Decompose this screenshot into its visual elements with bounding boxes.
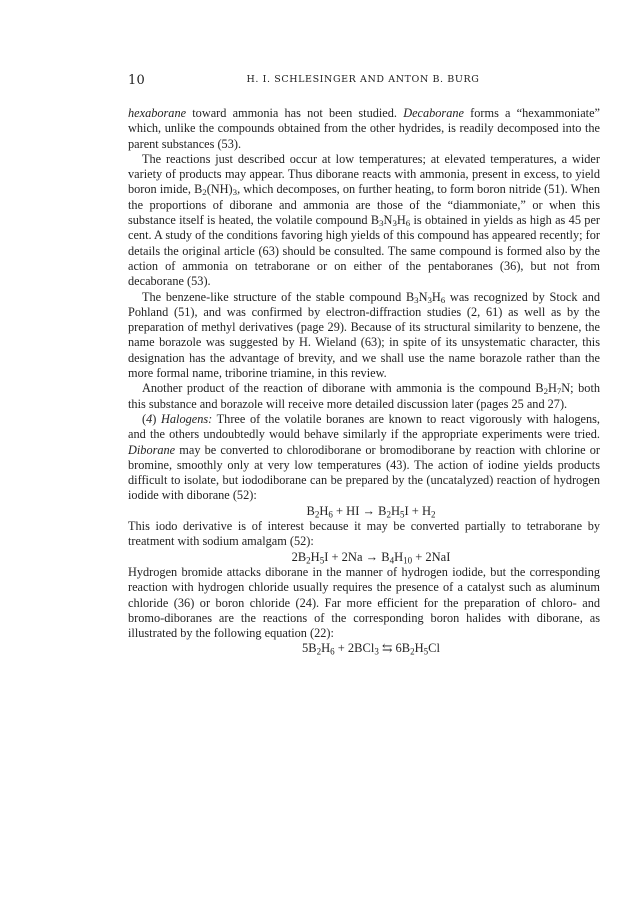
text-run: , which decomposes, on further heating, to form boron nitride (51). When the proportions of diborane and ammonia are those of the “diammoniate,” or when this substance itself is heated, the volatile compound B <box>128 182 600 228</box>
italic-term: Decaborane <box>403 106 464 120</box>
subscript: 2 <box>202 187 207 198</box>
text-run: Three of the volatile boranes are known to react vigorously with halogens, and the others undoubtedly would behave similarly if the appropriate experiments were tried. <box>128 411 600 442</box>
text-run: The reactions just described occur at low temperatures; at elevated temperatures, a wider variety of products may appear. Thus diborane reacts with ammonia, present in excess, to yield boron imide, B <box>128 151 600 197</box>
text-run: H <box>396 213 406 228</box>
paragraph-6 <box>128 519 600 550</box>
subscript: 3 <box>392 218 397 229</box>
text-run: Hydrogen bromide attacks diborane in the manner of hydrogen iodide, but the corresponding reaction with hydrogen chloride usually requires the presence of a catalyst such as aluminum chloride (36) or boron chloride (24). Far more efficient for the preparation of chloro- and bromo-diboranes are the reactions of the corresponding boron halides with diborane, as illustrated by the following equation (22): <box>128 564 600 641</box>
text-run: toward ammonia has not been studied. <box>186 106 404 120</box>
text-run: H <box>547 381 557 396</box>
text-run: Another product of the reaction of diborane with ammonia is the compound B <box>142 381 544 396</box>
text-run: This iodo derivative is of interest because it may be converted partially to tetraborane by treatment with sodium amalgam (52): <box>128 519 600 549</box>
text-run: ( <box>142 411 147 426</box>
subscript: 3 <box>232 187 238 198</box>
equation-1: $B_2H_6$ + HI → $B_2H_5I + H_2$ <box>306 503 436 519</box>
text-run: The benzene-like structure of the stable compound B <box>142 289 415 304</box>
subscript: 6 <box>440 294 446 305</box>
subscript: 6 <box>405 218 411 229</box>
paragraph-3 <box>128 290 600 382</box>
running-head: H. I. SCHLESINGER AND ANTON B. BURG <box>246 74 480 85</box>
page-header <box>128 73 598 89</box>
subscript: 3 <box>414 294 419 305</box>
subscript: 3 <box>379 218 384 229</box>
italic-term: hexaborane <box>128 106 187 120</box>
equation-3: $5B_2H_6 + 2BCl_3$ ⇆ $6B_2H_5Cl$ <box>302 641 440 657</box>
text-run: H <box>431 289 441 304</box>
text-run: N <box>418 289 428 304</box>
subscript: 3 <box>427 294 432 305</box>
equation-2: $2B_2H_5I + 2Na \to B_4H_{10} + 2NaI$ <box>291 549 451 565</box>
text-run: may be converted to chlorodiborane or bromodiborane by reaction with chlorine or bromine, smoothly only at very low temperatures (43). The action of iodine yields products difficult to isolate, but iododiborane can be prepared by the (uncatalyzed) reaction of hydrogen iodide with diborane (52): <box>128 442 600 503</box>
text-run: N; both this substance and borazole will receive more detailed discussion later (pages 25 and 27). <box>128 381 601 411</box>
body-text <box>128 106 600 657</box>
page-number: 10 <box>128 73 145 88</box>
text-run: was recognized by Stock and Pohland (51), and was confirmed by electron-diffraction studies (2, 61) as well as by the preparation of methyl derivatives (page 29). Because of its structural similarity to benzene, the name borazole was suggested by H. Wieland (63); in spite of its unsystematic character, this designation has the advantage of brevity, and we shall use the name borazole rather than the more formal name, triborine triamine, in this review. <box>128 289 600 381</box>
paragraph-1 <box>128 106 600 152</box>
paragraph-4 <box>128 381 600 412</box>
text-run: forms a “hexammoniate” which, unlike the compounds obtained from the other hydrides, is readily decomposed into the parent substances (53). <box>128 106 600 151</box>
italic-term: Diborane <box>128 442 176 457</box>
subscript: 2 <box>543 386 548 397</box>
paragraph-2 <box>128 152 600 290</box>
text-run: is obtained in yields as high as 45 per cent. A study of the conditions favoring high yields of this compound has appeared recently; for details the original article (63) should be consulted. The same compound is formed also by the action of ammonia on tetraborane or on either of the pentaboranes (36), but not from decaborane (53). <box>128 213 601 289</box>
text-run: N <box>383 213 393 228</box>
text-run: ) <box>152 411 162 426</box>
subscript: 7 <box>556 386 562 397</box>
text-run: (NH) <box>206 182 233 197</box>
paragraph-7 <box>128 565 600 641</box>
section-heading: Halogens: <box>161 411 213 426</box>
italic-term: 4 <box>146 411 153 426</box>
paragraph-5 <box>128 412 600 504</box>
